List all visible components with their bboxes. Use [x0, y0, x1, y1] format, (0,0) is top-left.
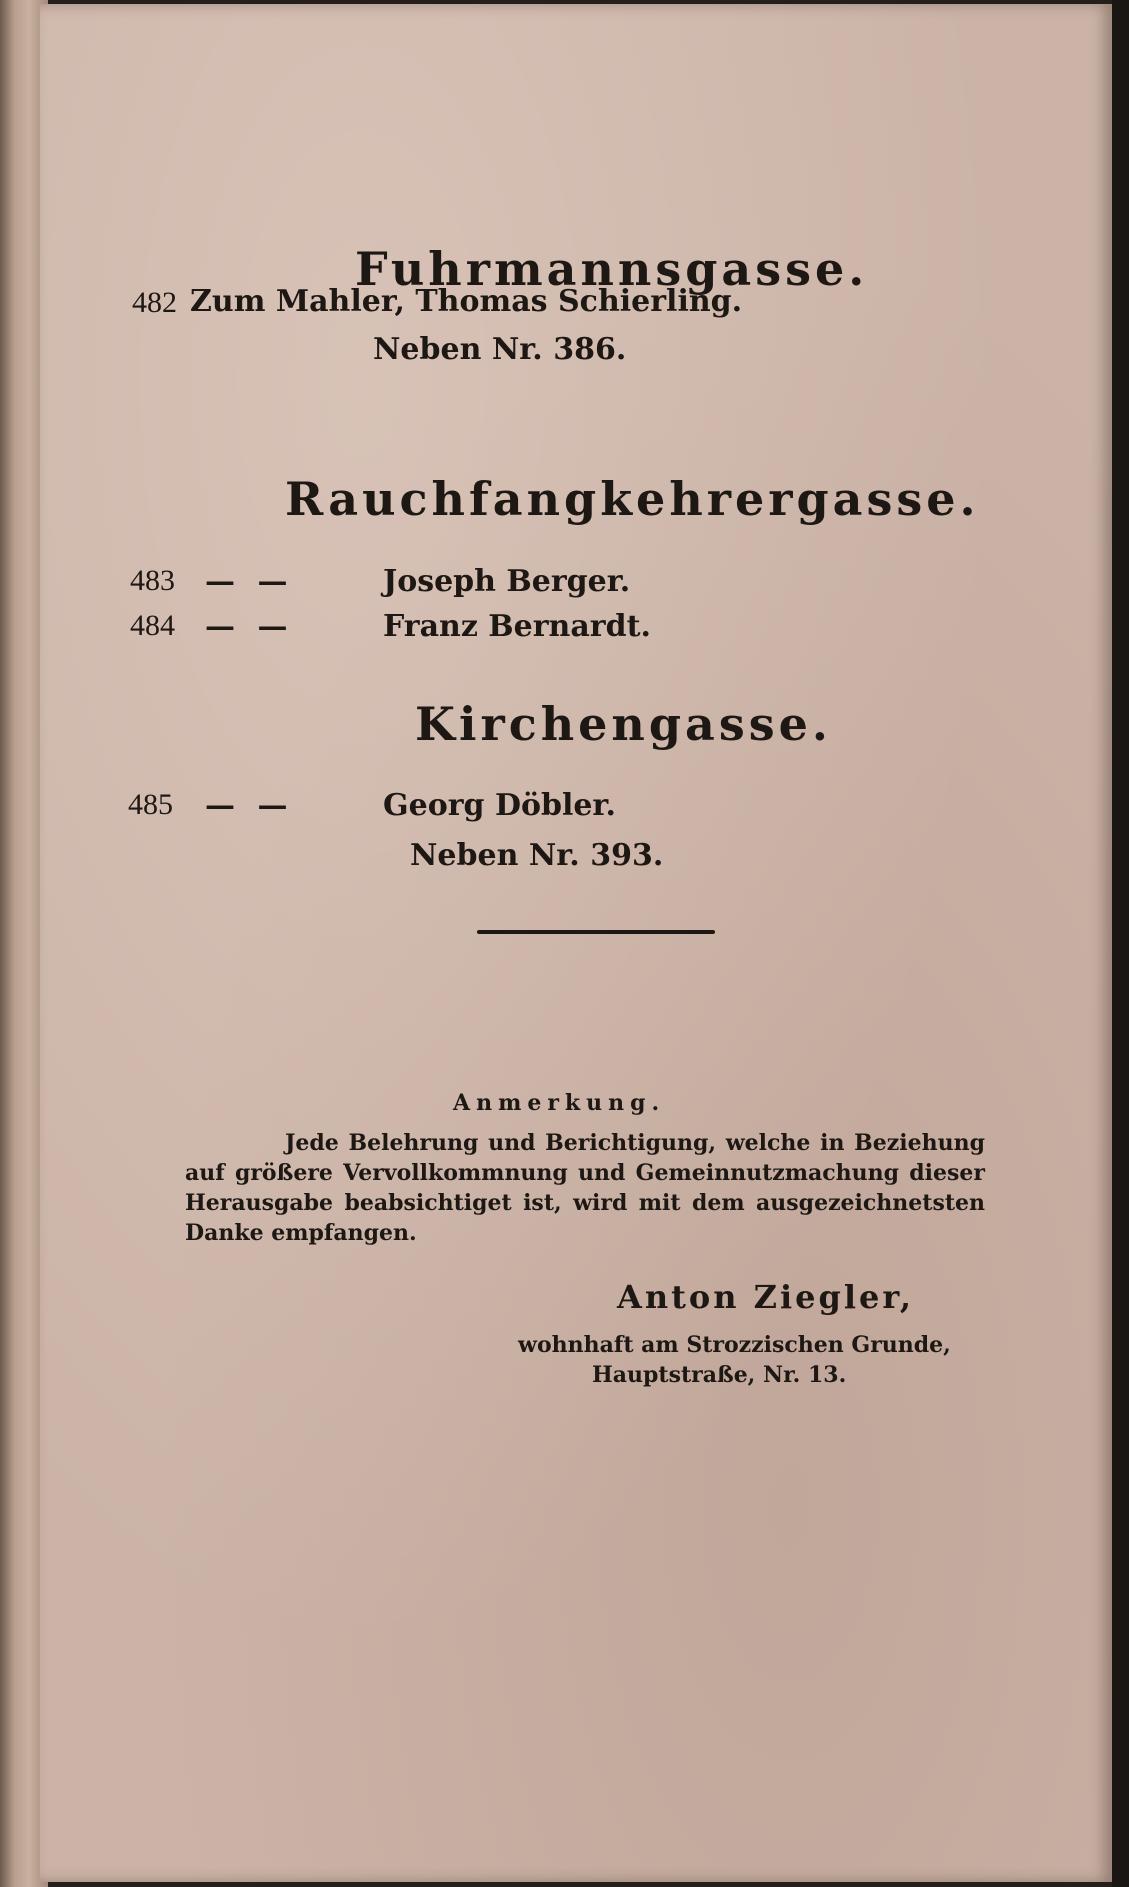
section-heading-kirchengasse: Kirchengasse.	[415, 697, 832, 751]
signature-address-line2: Hauptstraße, Nr. 13.	[592, 1362, 847, 1388]
entry-dash: — —	[205, 564, 294, 599]
entry-dash: — —	[205, 788, 294, 823]
entry-number: 484	[130, 609, 175, 642]
signature-address-line1: wohnhaft am Strozzischen Grunde,	[518, 1332, 951, 1358]
section-heading-rauchfangkehrergasse: Rauchfangkehrergasse.	[285, 472, 980, 526]
section-heading-fuhrmannsgasse: Fuhrmannsgasse.	[355, 242, 869, 296]
entry-text: Joseph Berger.	[383, 564, 631, 599]
page-edge-right	[1112, 0, 1129, 1887]
signature-name: Anton Ziegler,	[617, 1278, 915, 1316]
book-page	[40, 4, 1112, 1882]
entry-dash: — —	[205, 609, 294, 644]
entry-reference: Neben Nr. 386.	[373, 332, 627, 367]
entry-number: 482	[132, 286, 177, 319]
entry-reference: Neben Nr. 393.	[410, 838, 664, 873]
note-title: Anmerkung.	[453, 1090, 666, 1116]
entry-number: 485	[128, 788, 173, 821]
entry-number: 483	[130, 564, 175, 597]
note-body-text: Jede Belehrung und Berichtigung, welche in Beziehung auf größere Vervollkommnung und Gemeinnutzmachung dieser Herausgabe beabsichtiget ist, wird mit dem ausgezeichnetsten Danke empfangen.	[185, 1130, 985, 1246]
entry-text: Georg Döbler.	[383, 788, 616, 823]
note-body	[185, 1128, 985, 1248]
divider-rule	[477, 930, 715, 934]
entry-text: Franz Bernardt.	[383, 609, 651, 644]
entry-text: Zum Mahler, Thomas Schierling.	[190, 284, 743, 319]
